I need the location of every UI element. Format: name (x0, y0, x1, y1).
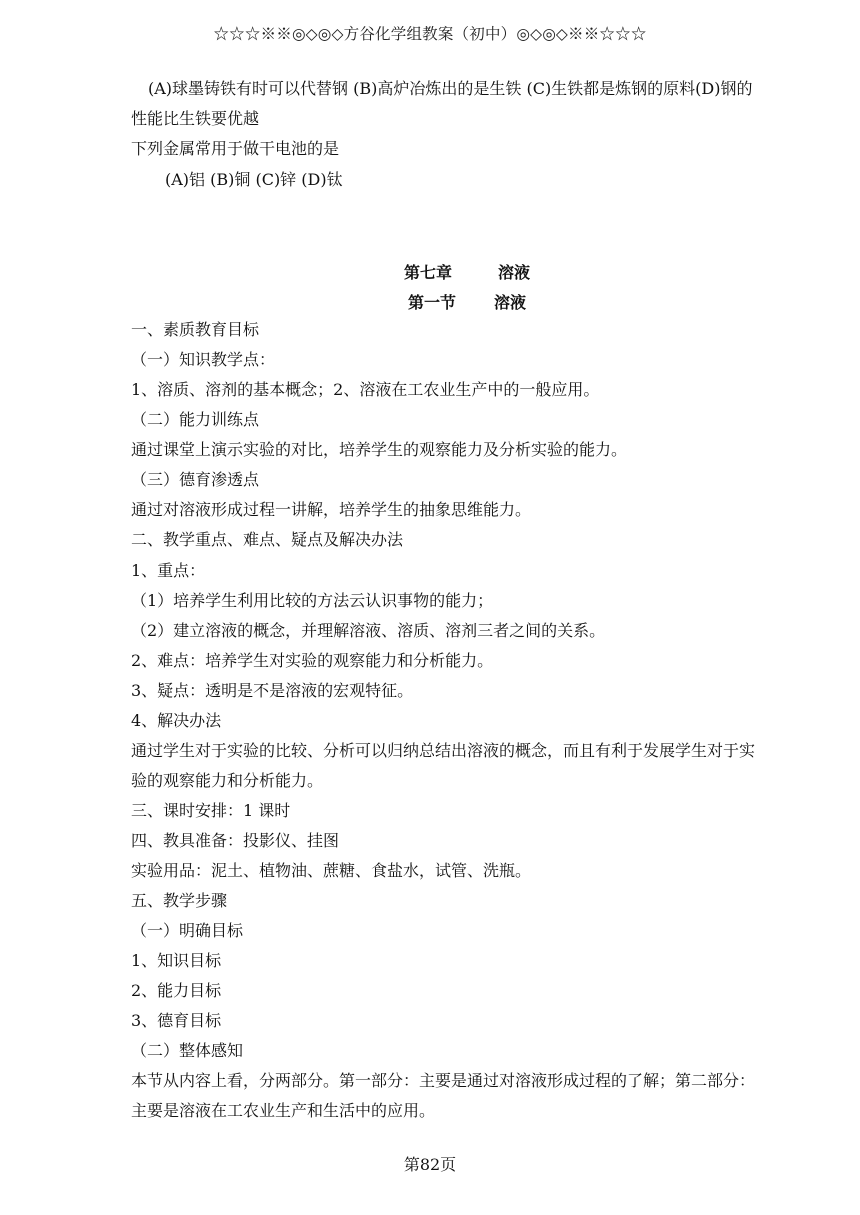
goal-knowledge: 1、知识目标 (131, 951, 222, 970)
overview-text-1: 本节从内容上看，分两部分。第一部分：主要是通过对溶液形成过程的了解；第二部分： (131, 1071, 756, 1090)
heading-key-points: 二、教学重点、难点、疑点及解决办法 (131, 530, 404, 549)
subheading-moral: （三）德育渗透点 (131, 470, 260, 489)
prev-question-options-cont: 性能比生铁要优越 (131, 109, 260, 128)
heading-steps: 五、教学步骤 (131, 891, 228, 910)
teaching-aids: 四、教具准备：投影仪、挂图 (131, 831, 340, 850)
solution-text-1: 通过学生对于实验的比较、分析可以归纳总结出溶液的概念，而且有利于发展学生对于实 (131, 741, 756, 760)
focus-label: 1、重点： (131, 561, 206, 580)
subheading-ability: （二）能力训练点 (131, 410, 260, 429)
step-clear-goals: （一）明确目标 (131, 921, 244, 940)
focus-item-1: （1）培养学生利用比较的方法云认识事物的能力； (131, 591, 494, 610)
moral-points: 通过对溶液形成过程一讲解，培养学生的抽象思维能力。 (131, 500, 532, 519)
solution-text-2: 验的观察能力和分析能力。 (131, 771, 324, 790)
goal-moral: 3、德育目标 (131, 1011, 222, 1030)
goal-ability: 2、能力目标 (131, 981, 222, 1000)
prev-question-options: (A)球墨铸铁有时可以代替钢 (B)高炉冶炼出的是生铁 (C)生铁都是炼钢的原料(D)钢的 (148, 79, 753, 98)
class-hours: 三、课时安排：1 课时 (131, 801, 291, 820)
difficulty: 2、难点：培养学生对实验的观察能力和分析能力。 (131, 651, 494, 670)
page-header: ☆☆☆※※◎◇◎◇方谷化学组教案（初中）◎◇◎◇※※☆☆☆ (213, 25, 647, 43)
subheading-knowledge: （一）知识教学点： (131, 350, 276, 369)
battery-question-stem: 下列金属常用于做干电池的是 (131, 139, 340, 158)
doubt-point: 3、疑点：透明是不是溶液的宏观特征。 (131, 681, 414, 700)
heading-goals: 一、素质教育目标 (131, 320, 260, 339)
ability-points: 通过课堂上演示实验的对比，培养学生的观察能力及分析实验的能力。 (131, 440, 628, 459)
section-title: 溶液 (494, 293, 527, 312)
knowledge-points: 1、溶质、溶剂的基本概念；2、溶液在工农业生产中的一般应用。 (131, 380, 600, 399)
solution-label: 4、解决办法 (131, 711, 222, 730)
lab-materials: 实验用品：泥土、植物油、蔗糖、食盐水，试管、洗瓶。 (131, 861, 532, 880)
chapter-title: 溶液 (498, 263, 531, 282)
battery-question-options: (A)铝 (B)铜 (C)锌 (D)钛 (165, 170, 343, 189)
overview-text-2: 主要是溶液在工农业生产和生活中的应用。 (131, 1101, 436, 1120)
step-overall-perception: （二）整体感知 (131, 1041, 244, 1060)
page-number: 第82页 (403, 1155, 457, 1174)
chapter-label: 第七章 (404, 263, 453, 282)
section-label: 第一节 (408, 293, 457, 312)
focus-item-2: （2）建立溶液的概念，并理解溶液、溶质、溶剂三者之间的关系。 (131, 621, 606, 640)
